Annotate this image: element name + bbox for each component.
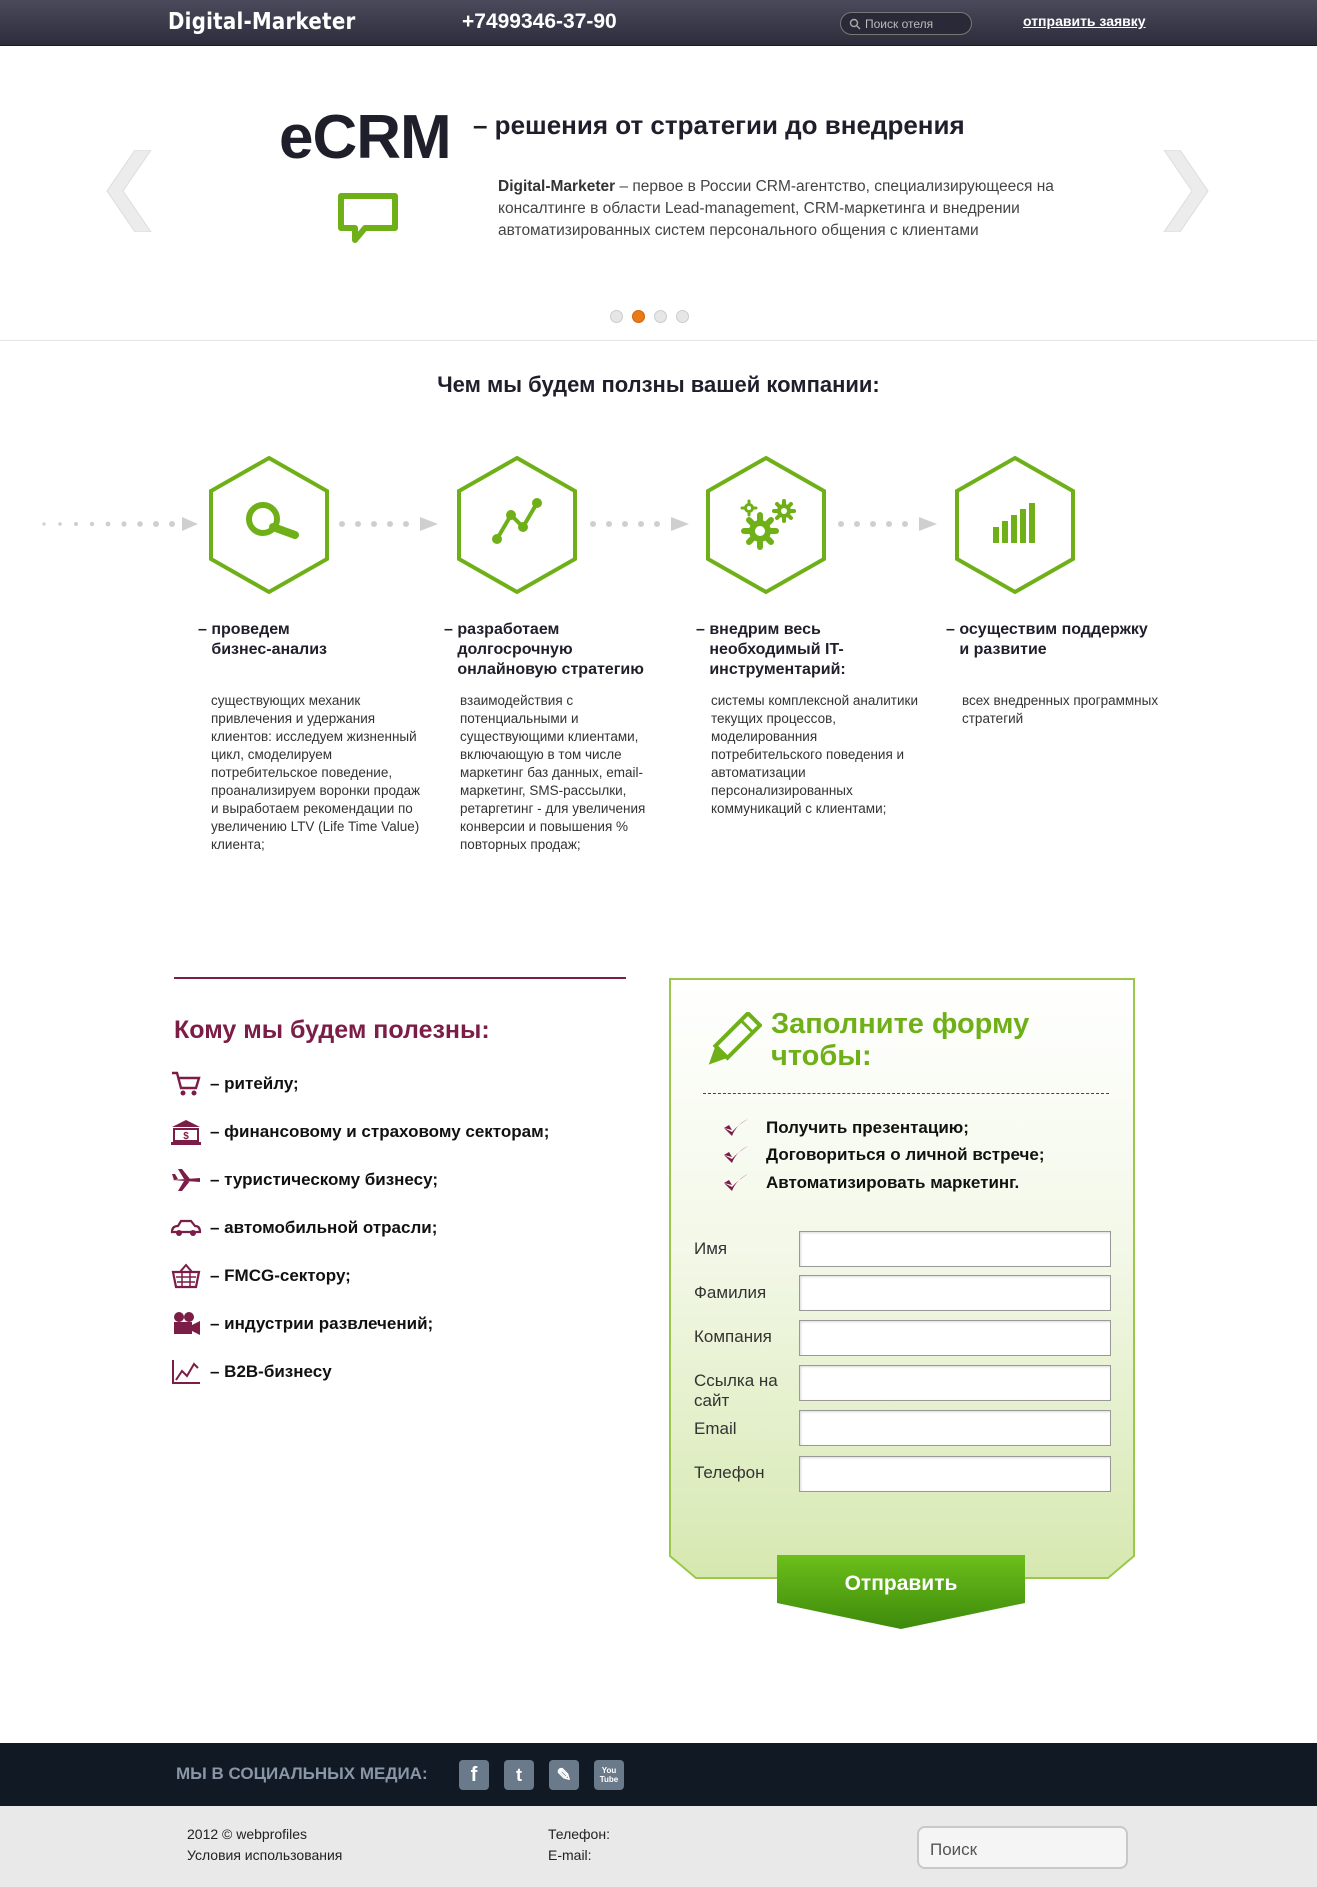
submit-button-label[interactable]: Отправить <box>844 1572 958 1595</box>
website-label: Ссылка на сайт <box>694 1371 778 1410</box>
who-item-label: – автомобильной отрасли; <box>210 1218 438 1237</box>
hotel-search-input[interactable] <box>840 12 972 35</box>
form-dashed-divider <box>703 1093 1109 1094</box>
blog-icon[interactable]: ✎ <box>549 1760 579 1790</box>
camera-icon <box>170 1310 202 1338</box>
benefit-2-desc: взаимодействия с потенциальными и существующими клиентами, включающую в том числе маркетинг баз данных, email-маркетинг, SMS-рассылки, ретаргетинг - для увеличения конверсии и повышения % повторных продаж; <box>460 693 646 852</box>
slide-dot-3[interactable] <box>654 310 667 323</box>
who-item-fmcg <box>170 1261 351 1291</box>
svg-text:$: $ <box>183 1131 189 1142</box>
hex-line-chart-icon <box>455 455 579 595</box>
dotted-arrow-2 <box>338 512 448 536</box>
hotel-search-placeholder: Поиск отеля <box>865 16 934 31</box>
who-item-label: – B2B-бизнесу <box>210 1362 332 1381</box>
footer-email-label: E-mail: <box>548 1847 592 1863</box>
car-icon <box>170 1214 202 1242</box>
who-item-tourism <box>170 1165 438 1195</box>
goal-item <box>722 1115 969 1141</box>
website-field[interactable] <box>799 1365 1111 1401</box>
who-item-label: – туристическому бизнесу; <box>210 1170 438 1189</box>
slide-dot-2-active[interactable] <box>632 310 645 323</box>
hex-search-icon <box>207 455 331 595</box>
benefit-4-desc: всех внедренных программных стратегий <box>962 693 1159 726</box>
hero-title: – решения от стратегии до внедрения <box>473 110 965 140</box>
who-top-line <box>174 977 626 979</box>
benefit-1-title: – проведем бизнес-анализ <box>198 621 327 658</box>
checkmark-icon <box>722 1117 750 1139</box>
email-field[interactable] <box>799 1410 1111 1446</box>
goal-label: Получить презентацию; <box>766 1118 969 1137</box>
benefits-title: Чем мы будем ползны вашей компании: <box>437 372 880 397</box>
goal-item <box>722 1170 1019 1196</box>
prev-slide-arrow-icon[interactable] <box>105 150 153 232</box>
who-item-b2b <box>170 1357 332 1387</box>
company-field[interactable] <box>799 1320 1111 1356</box>
form-title-line-1: Заполните форму <box>771 1008 1030 1040</box>
form-title <box>771 1008 1029 1072</box>
slider-dots <box>610 310 689 323</box>
benefit-2-title: – разработаем долгосрочную онлайновую стратегию <box>444 621 644 678</box>
who-item-label: – индустрии развлечений; <box>210 1314 434 1333</box>
basket-icon <box>170 1262 202 1290</box>
name-field[interactable] <box>799 1231 1111 1267</box>
hex-gears-icon <box>704 455 828 595</box>
who-item-auto <box>170 1213 437 1243</box>
dotted-arrow-3 <box>589 512 699 536</box>
checkmark-icon <box>722 1172 750 1194</box>
who-item-label: – финансовому и страховому секторам; <box>210 1122 550 1141</box>
hero-big-title: eCRM <box>279 103 451 172</box>
send-request-link[interactable]: отправить заявку <box>1023 13 1146 29</box>
goal-item <box>722 1142 1045 1168</box>
chat-bubble-icon <box>337 192 399 246</box>
benefit-3-desc: системы комплексной аналитики текущих процессов, моделированния потребительского поведения и автоматизации персонализированных коммуникаций с клиентами; <box>711 693 918 816</box>
benefit-3-title: – внедрим весь необходимый IT- инструментарий: <box>696 621 846 678</box>
plane-icon <box>170 1166 202 1194</box>
slide-dot-1[interactable] <box>610 310 623 323</box>
benefit-4-title: – осуществим поддержку и развитие <box>946 621 1148 658</box>
company-label: Компания <box>694 1327 772 1346</box>
who-item-label: – ритейлу; <box>210 1074 299 1093</box>
header-phone: +7499346-37-90 <box>462 10 617 33</box>
goal-label: Договориться о личной встрече; <box>766 1145 1045 1164</box>
chart-icon <box>170 1358 202 1386</box>
who-item-retail <box>170 1069 299 1099</box>
copyright: 2012 © webprofiles <box>187 1826 308 1842</box>
benefit-1-desc: существующих механик привлечения и удержания клиентов: исследуем жизненный цикл, смоделируем потребительское поведение, проанализируем воронки продаж и выработаем рекомендации по увеличению LTV (Life Time Value) клиента; <box>211 693 421 852</box>
footer-phone-label: Телефон: <box>548 1826 610 1842</box>
who-item-label: – FMCG-сектору; <box>210 1266 351 1285</box>
cart-icon <box>170 1070 202 1098</box>
name-label: Имя <box>694 1239 728 1258</box>
terms-link[interactable]: Условия использования <box>187 1847 343 1863</box>
who-title: Кому мы будем полезны: <box>174 1016 490 1044</box>
social-title: МЫ В СОЦИАЛЬНЫХ МЕДИА: <box>176 1764 428 1783</box>
phone-field[interactable] <box>799 1456 1111 1492</box>
slide-dot-4[interactable] <box>676 310 689 323</box>
dotted-arrow-4 <box>837 512 947 536</box>
hero-brand: Digital-Marketer <box>498 178 616 195</box>
search-icon <box>849 18 861 30</box>
who-item-finance <box>170 1117 549 1147</box>
hero-divider <box>0 340 1317 341</box>
checkmark-icon <box>722 1144 750 1166</box>
youtube-icon[interactable]: You Tube <box>594 1760 624 1790</box>
facebook-icon[interactable]: f <box>459 1760 489 1790</box>
hero-desc-text: – первое в России CRM-агентство, специализирующееся на консалтинге в области Lead-management, CRM-маркетинга и внедрении автоматизированных систем персонального общения с клиентами <box>498 178 1054 239</box>
dotted-arrow-1 <box>40 512 200 536</box>
goal-label: Автоматизировать маркетинг. <box>766 1173 1020 1192</box>
hero-description <box>498 176 1068 242</box>
email-label: Email <box>694 1419 737 1438</box>
site-logo[interactable]: Digital-Marketer <box>168 9 356 35</box>
surname-field[interactable] <box>799 1275 1111 1311</box>
form-title-line-2: чтобы: <box>771 1040 872 1072</box>
hex-bar-chart-icon <box>953 455 1077 595</box>
bank-icon <box>170 1118 202 1146</box>
phone-label: Телефон <box>694 1463 765 1482</box>
next-slide-arrow-icon[interactable] <box>1162 150 1210 232</box>
pencil-icon <box>700 1012 762 1074</box>
surname-label: Фамилия <box>694 1283 767 1302</box>
who-item-entertainment <box>170 1309 433 1339</box>
footer-search-input[interactable]: Поиск <box>917 1826 1128 1869</box>
twitter-icon[interactable]: t <box>504 1760 534 1790</box>
